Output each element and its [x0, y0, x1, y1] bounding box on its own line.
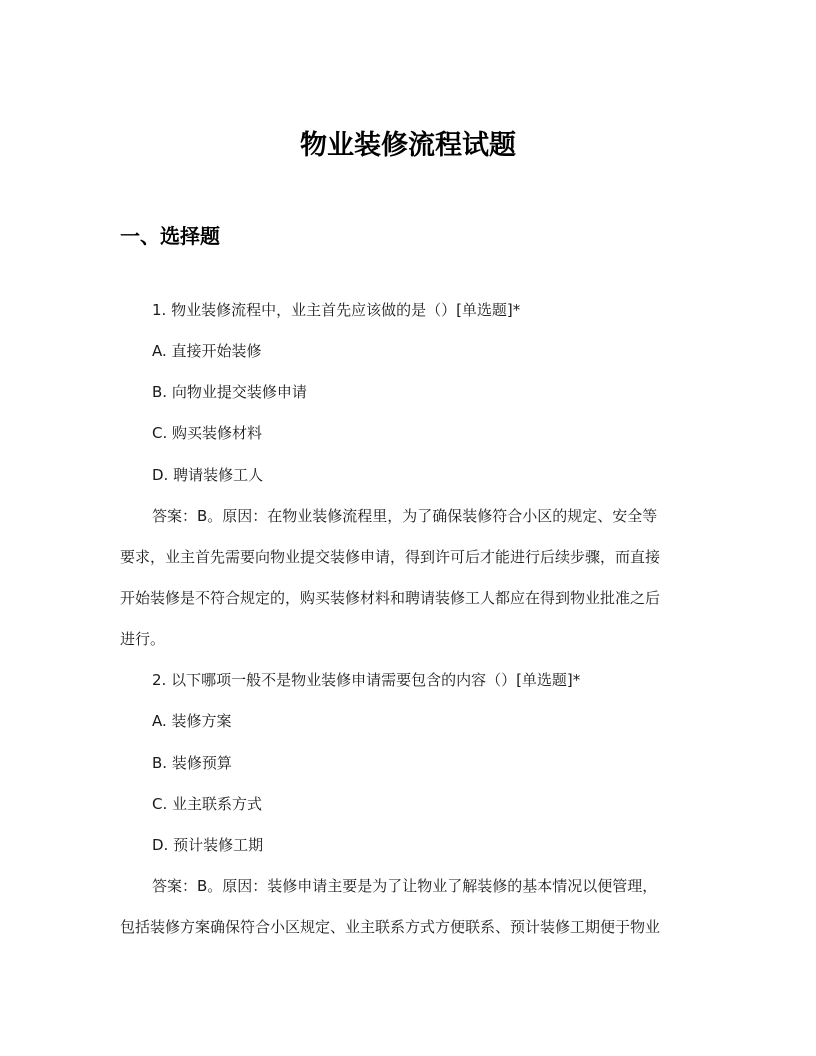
question-1-option-d: D. 聘请装修工人 — [152, 466, 264, 484]
question-1-answer-line: 开始装修是不符合规定的，购买装修材料和聘请装修工人都应在得到物业批准之后 — [120, 589, 661, 607]
question-1-answer-line: 进行。 — [120, 630, 166, 648]
question-1-answer-line: 答案：B。原因：在物业装修流程里，为了确保装修符合小区的规定、安全等 — [152, 507, 658, 525]
question-1-text: 1. 物业装修流程中，业主首先应该做的是（）[单选题]* — [152, 301, 521, 319]
page-title: 物业装修流程试题 — [300, 130, 516, 161]
question-1-option-a: A. 直接开始装修 — [152, 342, 262, 360]
question-2-text: 2. 以下哪项一般不是物业装修申请需要包含的内容（）[单选题]* — [152, 671, 581, 689]
question-1-answer-line: 要求，业主首先需要向物业提交装修申请，得到许可后才能进行后续步骤，而直接 — [120, 548, 661, 566]
question-2-option-d: D. 预计装修工期 — [152, 836, 264, 854]
question-2-option-b: B. 装修预算 — [152, 754, 232, 772]
question-2-answer-line: 答案：B。原因：装修申请主要是为了让物业了解装修的基本情况以便管理， — [152, 877, 658, 895]
question-2-option-c: C. 业主联系方式 — [152, 795, 263, 813]
question-1-option-c: C. 购买装修材料 — [152, 424, 263, 442]
question-2-option-a: A. 装修方案 — [152, 712, 232, 730]
section-heading: 一、选择题 — [120, 224, 220, 248]
question-2-answer-line: 包括装修方案确保符合小区规定、业主联系方式方便联系、预计装修工期便于物业 — [120, 918, 661, 936]
question-1-option-b: B. 向物业提交装修申请 — [152, 383, 307, 401]
